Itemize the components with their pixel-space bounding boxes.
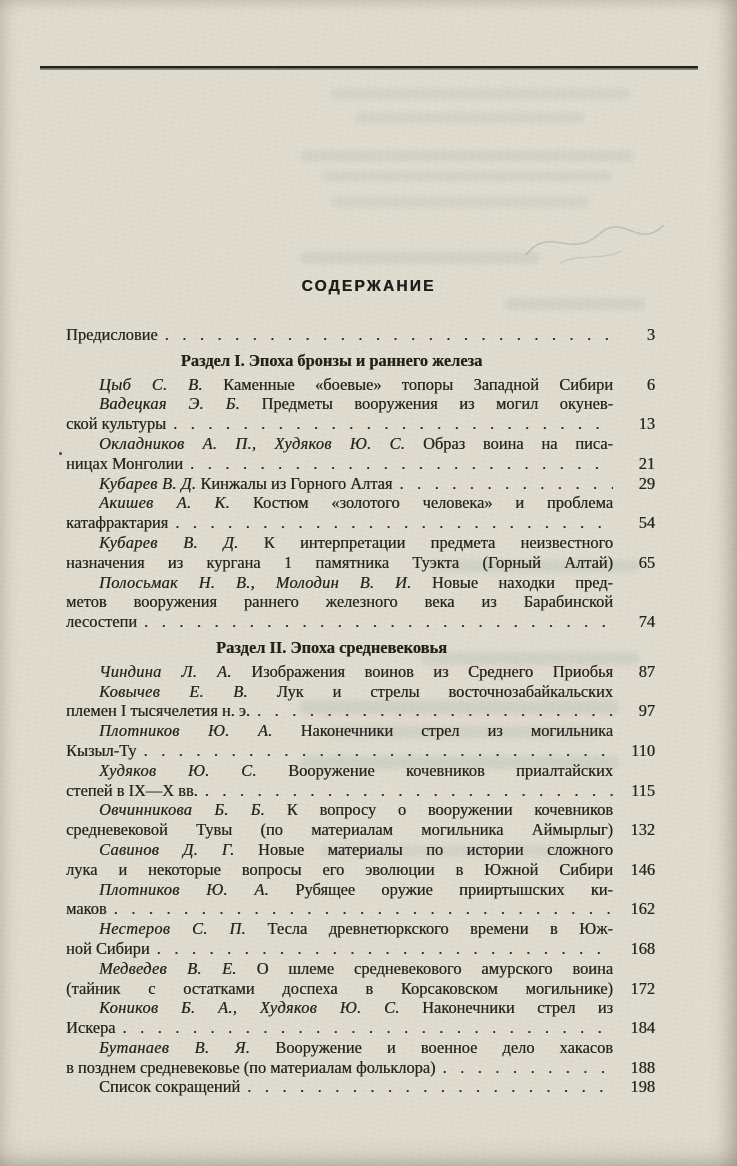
page-number: 188: [630, 1057, 655, 1077]
toc-entry-page: [613, 800, 655, 840]
toc-entry-text: [66, 800, 613, 840]
toc-entry-text: [66, 721, 613, 761]
page-number: 168: [630, 938, 655, 958]
page-number: 198: [630, 1077, 655, 1097]
page-number: 146: [630, 859, 655, 879]
toc-entry-line: [66, 939, 613, 959]
toc-entry-page: [613, 721, 655, 761]
toc-entry-line: [66, 880, 613, 900]
author-name: Бутанаев В. Я.: [99, 1037, 251, 1057]
toc-entry-line: [66, 761, 613, 781]
dot-leader: [198, 781, 613, 801]
toc-entry-line: [66, 573, 613, 593]
toc-entry-line: [66, 513, 613, 533]
toc-entry: [66, 375, 655, 395]
page-title: СОДЕРЖАНИЕ: [301, 278, 436, 295]
toc-entry-page: [613, 959, 655, 999]
author-name: Плотников Ю. А.: [99, 879, 270, 899]
toc-entry-line-text: Чиндина Л. А. Изображения воинов из Среднего Приобья: [99, 661, 613, 681]
toc-entry-line-text: Цыб С. В. Каменные «боевые» топоры Западной Сибири: [99, 374, 614, 394]
toc-entry: [66, 394, 655, 434]
toc-entry-text: [66, 493, 613, 533]
toc-entry-line: [66, 721, 613, 741]
toc-entry-line-text: Кубарев В. Д. К интерпретации предмета неизвестного: [99, 532, 613, 552]
author-name: Полосьмак Н. В., Молодин В. И.: [99, 572, 412, 592]
toc-entry-line: [66, 860, 613, 880]
toc-entry-line-text: Кубарев В. Д. Кинжалы из Горного Алтая: [99, 473, 393, 493]
toc-entry-line-text: катафрактария: [66, 513, 169, 533]
toc-entry-text: [66, 394, 613, 434]
toc-entry: [66, 325, 655, 345]
author-name: Окладников А. П., Худяков Ю. С.: [99, 433, 406, 453]
toc-entry-text: [66, 375, 613, 395]
bleed-through-mark: [355, 112, 585, 123]
dot-leader: [107, 899, 613, 919]
toc-entry-page: [613, 474, 655, 494]
toc-entry-line-text: Список сокращений: [99, 1077, 241, 1097]
page-number: 74: [638, 612, 655, 632]
toc-entry-line: [66, 325, 613, 345]
author-name: Кубарев В. Д.: [99, 473, 197, 493]
toc-entry: [66, 533, 655, 573]
pencil-scribble: [520, 213, 670, 268]
author-name: Кубарев В. Д.: [99, 532, 239, 552]
dot-leader: [115, 1018, 613, 1038]
toc-entry-line-text: Окладников А. П., Худяков Ю. С. Образ воина на писа-: [99, 433, 613, 453]
toc-entry-line: [66, 1077, 613, 1097]
toc-entry: [66, 880, 655, 920]
toc-entry-line-text: лесостепи: [66, 612, 137, 632]
author-name: Худяков Ю. С.: [99, 760, 257, 780]
toc-entry-line-text: средневековой Тувы (по материалам могильника Аймырлыг): [66, 820, 613, 840]
bleed-through-mark: [300, 150, 635, 162]
toc-entry-line-text: племен I тысячелетия н. э.: [66, 701, 250, 721]
author-name: Вадецкая Э. Б.: [99, 394, 241, 414]
toc-entry-text: [66, 959, 613, 999]
dot-leader: [136, 741, 613, 761]
page-number: 54: [638, 513, 655, 533]
dot-leader: [250, 701, 613, 721]
toc-entry-page: [613, 682, 655, 722]
toc-entry-text: [66, 1038, 613, 1078]
toc-entry-page: [613, 375, 655, 395]
toc-entry-line-text: Предисловие: [66, 325, 158, 344]
toc-entry-text: [66, 1077, 613, 1097]
toc-entry-line: [66, 800, 613, 820]
toc-entry-text: [66, 434, 613, 474]
page-number: 132: [630, 820, 655, 840]
page-number: 110: [631, 740, 655, 760]
toc-entry-line-text: Савинов Д. Г. Новые материалы по истории сложного: [99, 839, 613, 859]
author-name: Овчинникова Б. Б.: [99, 800, 265, 820]
toc-entry-page: [613, 394, 655, 434]
toc-entry: [66, 761, 655, 801]
author-name: Нестеров С. П.: [99, 919, 246, 939]
bleed-through-mark: [300, 252, 540, 264]
toc-entry-page: [613, 662, 655, 682]
toc-entry: [66, 474, 655, 494]
toc-entry-page: [613, 434, 655, 474]
toc-entry-line-text: Ковычев Е. В. Лук и стрелы восточнозабайкальских: [99, 681, 613, 701]
toc-entry: [66, 840, 655, 880]
page-number: 3: [646, 325, 655, 344]
toc-entry-line: [66, 919, 613, 939]
toc-entry-text: [66, 919, 613, 959]
toc-entry-line-text: Вадецкая Э. Б. Предметы вооружения из могил окунев-: [99, 394, 614, 414]
bleed-through-mark: [330, 88, 630, 100]
page-number: 65: [638, 552, 655, 572]
top-rule: [40, 66, 698, 70]
toc-entry-page: [613, 998, 655, 1038]
dot-leader: [166, 414, 613, 434]
toc-entry-line-text: ной Сибири: [66, 938, 150, 958]
dot-leader: [168, 513, 613, 533]
author-name: Цыб С. В.: [99, 374, 203, 394]
page-number: 87: [638, 661, 655, 681]
author-name: Чиндина Л. А.: [99, 661, 232, 681]
toc-entry-text: [66, 325, 613, 345]
toc-entry-line: [66, 701, 613, 721]
toc-entry-line-text: Искера: [66, 1018, 116, 1038]
toc-entry-line-text: Худяков Ю. С. Вооружение кочевников приалтайских: [99, 760, 613, 780]
toc-entry-page: [613, 840, 655, 880]
page-number: 13: [638, 414, 655, 434]
toc-entry-text: [66, 682, 613, 722]
dot-leader: [240, 1077, 613, 1097]
dot-leader: [158, 325, 613, 345]
toc-entry-line-text: Полосьмак Н. В., Молодин В. И. Новые находки пред-: [99, 572, 613, 592]
toc-entry-line: [66, 820, 613, 840]
section-header: Раздел I. Эпоха бронзы и раннего железа: [180, 350, 483, 370]
author-name: Медведев В. Е.: [99, 958, 237, 978]
toc-entry-text: [66, 761, 613, 801]
author-name: Акишев А. К.: [99, 493, 231, 513]
toc-entry-line: [66, 1038, 613, 1058]
toc-entry-line-text: Овчинникова Б. Б. К вопросу о вооружении кочевников: [99, 800, 613, 820]
section-header: Раздел II. Эпоха средневековья: [216, 637, 447, 657]
author-name: Ковычев Е. В.: [99, 681, 248, 701]
table-of-contents: [0, 325, 737, 1097]
toc-entry-line-text: Коников Б. А., Худяков Ю. С. Наконечники стрел из: [99, 998, 613, 1018]
page-number: 184: [630, 1018, 655, 1038]
page-number: 115: [631, 780, 655, 800]
toc-entry-line: [66, 998, 613, 1018]
toc-entry-line-text: (тайник с остатками доспеха в Корсаковском могильнике): [66, 978, 613, 998]
toc-entry-text: [66, 880, 613, 920]
toc-entry-line-text: Нестеров С. П. Тесла древнетюркского времени в Юж-: [99, 919, 613, 939]
toc-entry-line-text: ской культуры: [66, 414, 167, 434]
toc-entry-line-text: Бутанаев В. Я. Вооружение и военное дело хакасов: [99, 1037, 613, 1057]
toc-entry-page: [613, 919, 655, 959]
toc-entry-text: [66, 662, 613, 682]
toc-entry-line: [66, 741, 613, 761]
toc-entry-line-text: в позднем средневековье (по материалам фольклора): [66, 1057, 436, 1077]
toc-entry-line: [66, 454, 613, 474]
toc-entry: [66, 959, 655, 999]
toc-entry: [66, 493, 655, 533]
dot-leader: [183, 454, 613, 474]
toc-entry-line-text: Акишев А. К. Костюм «золотого человека» и проблема: [99, 493, 613, 513]
toc-entry-line-text: Медведев В. Е. О шлеме средневекового амурского воина: [99, 958, 613, 978]
toc-entry-text: [66, 533, 613, 573]
toc-entry-line-text: степей в IX—X вв.: [66, 780, 198, 800]
page-number: 172: [630, 978, 655, 998]
bleed-through-mark: [332, 196, 590, 208]
toc-entry: [66, 998, 655, 1038]
toc-entry-line-text: назначения из кургана 1 памятника Туэкта (Горный Алтай): [66, 552, 613, 572]
toc-entry: [66, 721, 655, 761]
toc-entry-line: [66, 533, 613, 553]
toc-entry-line: [66, 1058, 613, 1078]
toc-entry-line: [66, 414, 613, 434]
author-name: Коников Б. А., Худяков Ю. С.: [99, 998, 400, 1018]
page-number: 21: [638, 453, 655, 473]
toc-entry-page: [613, 573, 655, 632]
toc-entry: [66, 682, 655, 722]
page-number: 97: [638, 701, 655, 721]
bleed-through-mark: [322, 171, 612, 182]
toc-entry-line-text: ницах Монголии: [66, 453, 184, 473]
author-name: Савинов Д. Г.: [99, 839, 235, 859]
toc-entry-text: [66, 474, 613, 494]
dot-leader: [392, 474, 613, 494]
toc-entry-line: [66, 474, 613, 494]
dot-leader: [137, 612, 613, 632]
bleed-through-mark: [505, 298, 645, 310]
toc-entry-line-text: Кызыл-Ту: [66, 740, 137, 760]
toc-entry-line: [66, 979, 613, 999]
toc-entry: [66, 573, 655, 632]
toc-entry-page: [613, 761, 655, 801]
toc-entry-page: [613, 533, 655, 573]
toc-entry: [66, 1077, 655, 1097]
toc-entry-line: [66, 682, 613, 702]
toc-entry: [66, 800, 655, 840]
toc-entry: [66, 662, 655, 682]
toc-entry: [66, 1038, 655, 1078]
toc-entry-line: [66, 781, 613, 801]
dot-leader: [150, 939, 613, 959]
toc-entry-text: [66, 573, 613, 632]
toc-entry-line-text: лука и некоторые вопросы его эволюции в Южной Сибири: [66, 859, 613, 879]
toc-entry-line: [66, 1018, 613, 1038]
toc-entry-line-text: Плотников Ю. А. Наконечники стрел из могильника: [99, 721, 613, 741]
toc-entry-line: [66, 612, 613, 632]
toc-entry-line-text: маков: [66, 899, 107, 919]
toc-entry-page: [613, 325, 655, 345]
toc-entry-page: [613, 880, 655, 920]
page-number: 6: [646, 374, 655, 394]
toc-entry-line: [66, 592, 613, 612]
toc-entry-line: [66, 840, 613, 860]
toc-entry-line: [66, 553, 613, 573]
toc-entry: [66, 434, 655, 474]
toc-entry-line: [66, 375, 613, 395]
toc-entry-line-text: метов вооружения раннего железного века из Барабинской: [66, 592, 613, 612]
toc-entry-line: [66, 959, 613, 979]
toc-entry-line: [66, 394, 613, 414]
toc-entry-line-text: Плотников Ю. А. Рубящее оружие прииртышских ки-: [99, 879, 613, 899]
toc-entry: [66, 919, 655, 959]
toc-entry-page: [613, 1077, 655, 1097]
toc-entry-text: [66, 998, 613, 1038]
toc-entry-page: [613, 1038, 655, 1078]
dot-leader: [435, 1058, 613, 1078]
toc-entry-line: [66, 662, 613, 682]
author-name: Плотников Ю. А.: [99, 721, 273, 741]
page-number: 29: [638, 473, 655, 493]
toc-entry-text: [66, 840, 613, 880]
toc-entry-line: [66, 434, 613, 454]
toc-entry-line: [66, 493, 613, 513]
page-number: 162: [630, 899, 655, 919]
toc-entry-page: [613, 493, 655, 533]
toc-entry-line: [66, 899, 613, 919]
